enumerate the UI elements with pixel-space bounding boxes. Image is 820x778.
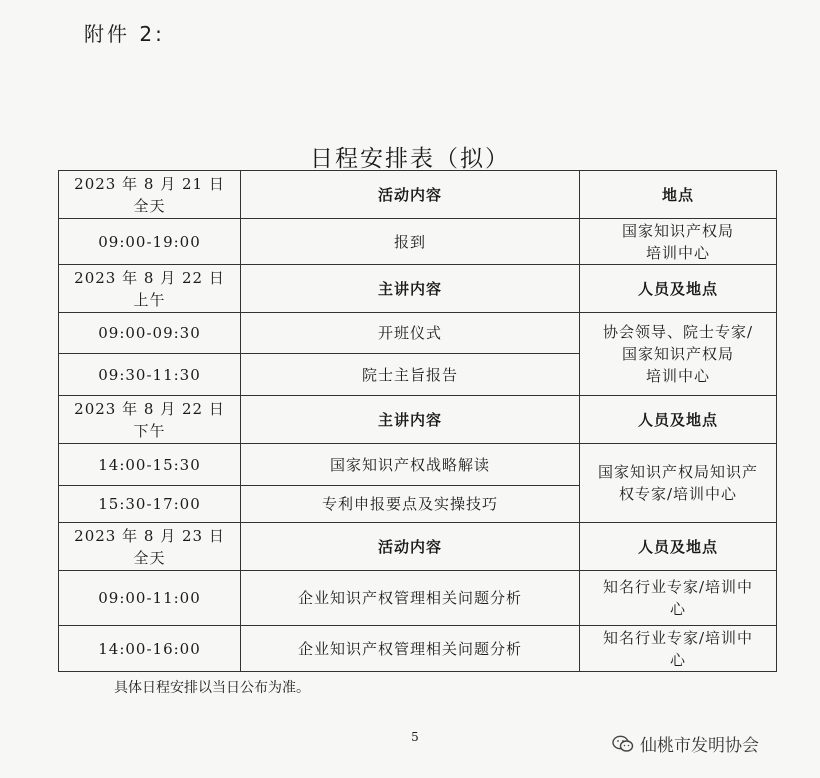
table-row — [59, 626, 777, 672]
location-line: 心 — [669, 650, 686, 669]
period-text: 下午 — [133, 421, 166, 440]
location-header: 地点 — [580, 171, 777, 219]
date-cell — [59, 523, 241, 571]
location-line: 国家知识产权局知识产 — [597, 463, 758, 481]
day-header-row — [59, 265, 777, 313]
content-header: 活动内容 — [241, 171, 580, 219]
location-line: 权专家/培训中心 — [618, 485, 738, 503]
location-header: 人员及地点 — [580, 265, 777, 313]
content-cell: 报到 — [241, 219, 580, 265]
time-cell: 14:00-16:00 — [59, 626, 241, 672]
location-header: 人员及地点 — [580, 523, 777, 571]
period-text: 全天 — [133, 196, 166, 215]
date-text: 2023 年 8 月 22 日 — [74, 268, 225, 287]
period-text: 上午 — [133, 290, 166, 309]
content-header: 活动内容 — [241, 523, 580, 571]
date-cell — [59, 265, 241, 313]
content-header: 主讲内容 — [241, 396, 580, 444]
schedule-note: 具体日程安排以当日公布为准。 — [114, 680, 310, 696]
content-cell: 院士主旨报告 — [241, 354, 580, 396]
time-cell: 09:00-11:00 — [59, 571, 241, 626]
content-cell: 企业知识产权管理相关问题分析 — [241, 626, 580, 672]
wechat-icon — [612, 735, 634, 753]
location-line: 心 — [669, 600, 686, 618]
location-cell — [580, 571, 777, 626]
location-cell — [580, 313, 777, 396]
day-header-row — [59, 396, 777, 444]
location-line: 知名行业专家/培训中 — [602, 578, 754, 596]
location-line: 国家知识产权局 — [621, 345, 734, 363]
time-cell: 14:00-15:30 — [59, 444, 241, 486]
watermark-text: 仙桃市发明协会 — [640, 736, 759, 756]
time-cell: 09:00-09:30 — [59, 313, 241, 354]
time-cell: 15:30-17:00 — [59, 486, 241, 523]
content-cell: 国家知识产权战略解读 — [241, 444, 580, 486]
schedule-table — [58, 170, 777, 672]
location-line: 培训中心 — [645, 243, 710, 262]
date-text: 2023 年 8 月 23 日 — [74, 526, 225, 545]
location-header: 人员及地点 — [580, 396, 777, 444]
table-row — [59, 219, 777, 265]
location-line: 国家知识产权局 — [621, 221, 734, 240]
time-cell: 09:30-11:30 — [59, 354, 241, 396]
table-row — [59, 444, 777, 486]
day-header-row — [59, 523, 777, 571]
period-text: 全天 — [133, 548, 166, 567]
content-cell: 专利申报要点及实操技巧 — [241, 486, 580, 523]
watermark — [612, 731, 759, 756]
table-row — [59, 571, 777, 626]
date-cell — [59, 171, 241, 219]
date-text: 2023 年 8 月 21 日 — [74, 174, 225, 193]
location-cell — [580, 219, 777, 265]
content-cell: 开班仪式 — [241, 313, 580, 354]
location-line: 培训中心 — [645, 367, 710, 385]
content-cell: 企业知识产权管理相关问题分析 — [241, 571, 580, 626]
time-cell: 09:00-19:00 — [59, 219, 241, 265]
table-row — [59, 313, 777, 354]
page-number: 5 — [411, 730, 419, 744]
location-cell — [580, 626, 777, 672]
location-line: 知名行业专家/培训中 — [602, 628, 754, 647]
date-text: 2023 年 8 月 22 日 — [74, 399, 225, 418]
location-line: 协会领导、院士专家/ — [602, 323, 754, 341]
date-cell — [59, 396, 241, 444]
content-header: 主讲内容 — [241, 265, 580, 313]
location-cell — [580, 444, 777, 523]
page-title: 日程安排表（拟） — [310, 146, 510, 172]
attachment-label: 附件 2: — [84, 22, 165, 46]
day-header-row — [59, 171, 777, 219]
